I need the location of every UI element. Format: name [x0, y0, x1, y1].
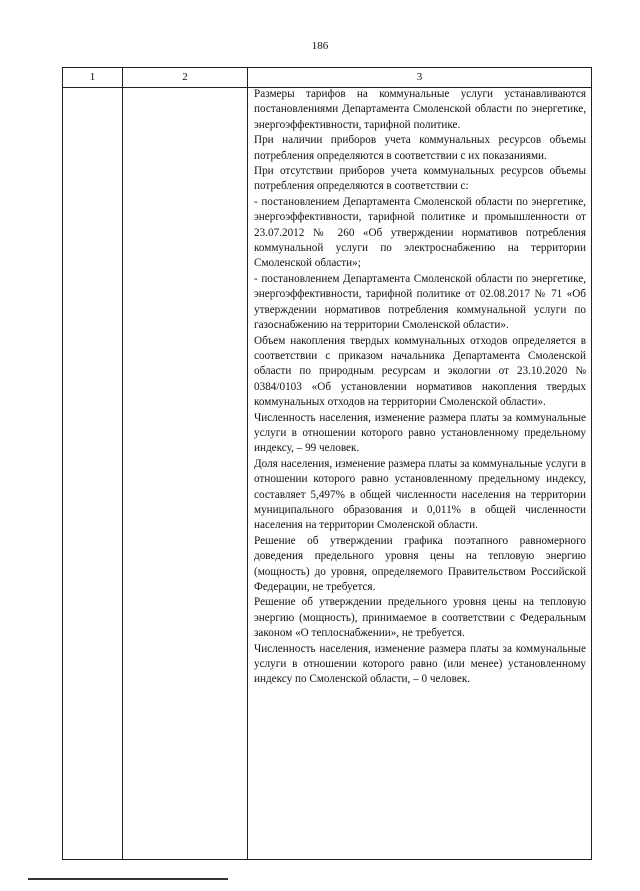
- footer-rule: [28, 878, 228, 880]
- paragraph-waste-accumulation: Объем накопления твердых коммунальных отходов определяется в соответствии с приказом начальника Департамента Смоленской области по природным ресурсам и экологии от 23.10.2020 № 0384/0103 «Об установлении нормативов накопления твердых коммунальных отходов на территории Смоленской области».: [254, 334, 586, 409]
- paragraph-tariffs: Размеры тарифов на коммунальные услуги устанавливаются постановлениями Департамента Смоленской области по энергетике, энергоэффективности, тарифной политике.: [254, 88, 586, 131]
- paragraph-electricity-norms: - постановлением Департамента Смоленской области по энергетике, энергоэффективности, тарифной политике и промышленности от 23.07.2012 № 260 «Об утверждении нормативов потребления коммунальной услуги по электроснабжению на территории Смоленской области»;: [254, 195, 586, 270]
- paragraph-gas-norms: - постановлением Департамента Смоленской области по энергетике, энергоэффективности, тарифной политике от 02.08.2017 № 71 «Об утверждении нормативов потребления коммунальной услуги по газоснабжению на территории Смоленской области».: [254, 272, 586, 332]
- paragraph-meters-absent: При отсутствии приборов учета коммунальных ресурсов объемы потребления определяются в соответствии с:: [254, 165, 586, 193]
- page-number: 186: [311, 40, 329, 52]
- column-header-1: 1: [62, 67, 123, 88]
- column-header-3: 3: [247, 67, 592, 88]
- column-header-2: 2: [122, 67, 248, 88]
- paragraph-heat-price-schedule: Решение об утверждении графика поэтапного равномерного доведения предельного уровня цены на тепловую энергию (мощность) до уровня, определяемого Правительством Российской Федерации, не требуется.: [254, 534, 586, 593]
- paragraph-population-share: Доля населения, изменение размера платы за коммунальные услуги в отношении которого равно установленному предельному индексу, составляет 5,497% в общей численности населения на территории муниципального образования и 0,011% в общей численности населения на территории Смоленской области.: [254, 457, 586, 532]
- paragraph-meters-present: При наличии приборов учета коммунальных ресурсов объемы потребления определяются в соответствии с их показаниями.: [254, 134, 586, 162]
- paragraph-population-count: Численность населения, изменение размера платы за коммунальные услуги в отношении которого равно установленному предельному индексу, – 99 человек.: [254, 411, 586, 455]
- paragraph-population-below-index: Численность населения, изменение размера платы за коммунальные услуги в отношении которого равно (или менее) установленному индексу по Смоленской области, – 0 человек.: [254, 642, 586, 686]
- table-cell-column-1: [62, 87, 123, 860]
- cell-text-content: [254, 87, 586, 688]
- table-cell-column-2: [122, 87, 248, 860]
- paragraph-heat-price-limit: Решение об утверждении предельного уровня цены на тепловую энергию (мощность), принимаемое в соответствии с Федеральным законом «О теплоснабжении», не требуется.: [254, 596, 586, 640]
